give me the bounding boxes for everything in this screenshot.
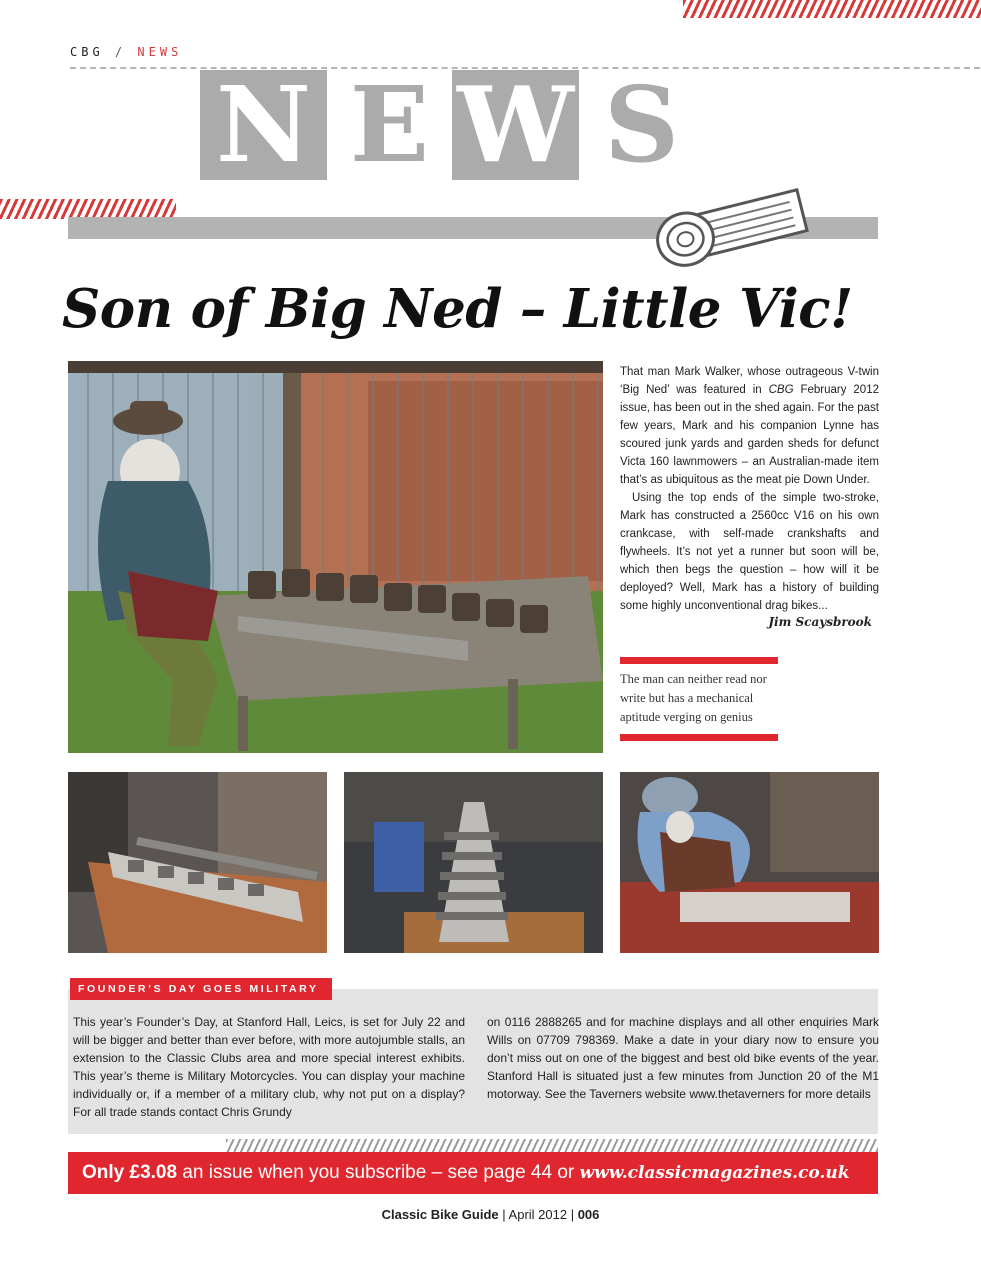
- author-byline: Jim Scaysbrook: [768, 615, 872, 629]
- article-paragraph-2: Using the top ends of the simple two-stroke, Mark has constructed a 2560cc V16 on his own crankcase, with self-made crankshafts and flywheels. It’s not yet a runner but soon will be, which then begs the question – how will it be deployed? Well, Mark has a history of building some highly unconventional drag bikes...: [620, 492, 879, 612]
- footer-separator: |: [567, 1207, 578, 1222]
- banner-letter-e: E: [349, 63, 430, 186]
- photo-man-assembling-crankshaft: [620, 772, 879, 953]
- pull-quote: The man can neither read nor write but has a mechanical aptitude verging on genius: [620, 672, 767, 724]
- magazine-abbreviation: CBG: [768, 384, 794, 396]
- founders-day-column-2: on 0116 2888265 and for machine displays and all other enquiries Mark Wills on 07709 798369. Make a date in your diary now to ensure you don’t miss out on one of the biggest and best old bike events of the year. Stanford Hall is situated just a few minutes from Junction 20 of the M1 motorway. See the Taverners website www.thetaverners for more details: [487, 1015, 879, 1101]
- section-prefix: CBG: [70, 45, 104, 59]
- section-separator: /: [114, 45, 127, 59]
- subscribe-banner[interactable]: [68, 1152, 878, 1194]
- section-name: NEWS: [137, 45, 183, 59]
- photo-crankcase-on-bench: [68, 772, 327, 953]
- subscribe-text: an issue when you subscribe –: [177, 1162, 448, 1183]
- subscribe-price: Only £3.08: [82, 1162, 178, 1183]
- photo-v16-engine-block: [344, 772, 603, 953]
- pull-quote-top-bar: [620, 657, 778, 664]
- footer-issue: April 2012: [508, 1207, 568, 1222]
- section-breadcrumb: [70, 45, 182, 59]
- banner-letter-w: W: [452, 70, 579, 180]
- pull-quote-bottom-bar: [620, 734, 778, 741]
- footer-separator: |: [498, 1207, 509, 1222]
- footer-page-number: 006: [577, 1207, 600, 1222]
- article-body: [620, 363, 879, 615]
- banner-letter-n: N: [200, 70, 327, 180]
- founders-day-column-1: This year’s Founder’s Day, at Stanford Hall, Leics, is set for July 22 and will be bigger and better than ever before, with more autojumble stalls, an extension to the Classic Clubs area and more special interest exhibits. This year’s theme is Military Motorcycles. You can display your machine individually or, if a member of a military club, why not put on a display? For all trade stands contact Chris Grundy: [73, 1015, 465, 1119]
- rolled-newspaper-icon: [645, 186, 825, 276]
- footer-magazine: Classic Bike Guide: [381, 1207, 499, 1222]
- main-photo-man-with-engine-parts: [68, 361, 603, 753]
- page-footer: [0, 1207, 981, 1222]
- left-stripe-decoration: [0, 199, 176, 219]
- banner-letter-s: S: [603, 63, 680, 186]
- subscribe-url-link[interactable]: www.classicmagazines.co.uk: [579, 1163, 850, 1183]
- subscribe-see-page: see page 44 or: [447, 1162, 580, 1183]
- top-stripe-decoration: [683, 0, 981, 18]
- founders-day-tag: FOUNDER’S DAY GOES MILITARY: [70, 978, 332, 1000]
- article-paragraph-1: That man Mark Walker, whose outrageous V-twin ‘Big Ned’ was featured in CBG February 2012 issue, has been out in the shed again. For the past few years, Mark and his companion Lynne has scoured junk yards and garden sheds for defunct Victa 160 lawnmowers – an Australian-made item that’s as ubiquitous as the meat pie Down Under.: [620, 366, 879, 486]
- article-headline: Son of Big Ned – Little Vic!: [62, 278, 853, 340]
- subscribe-stripe-decoration: [226, 1139, 878, 1152]
